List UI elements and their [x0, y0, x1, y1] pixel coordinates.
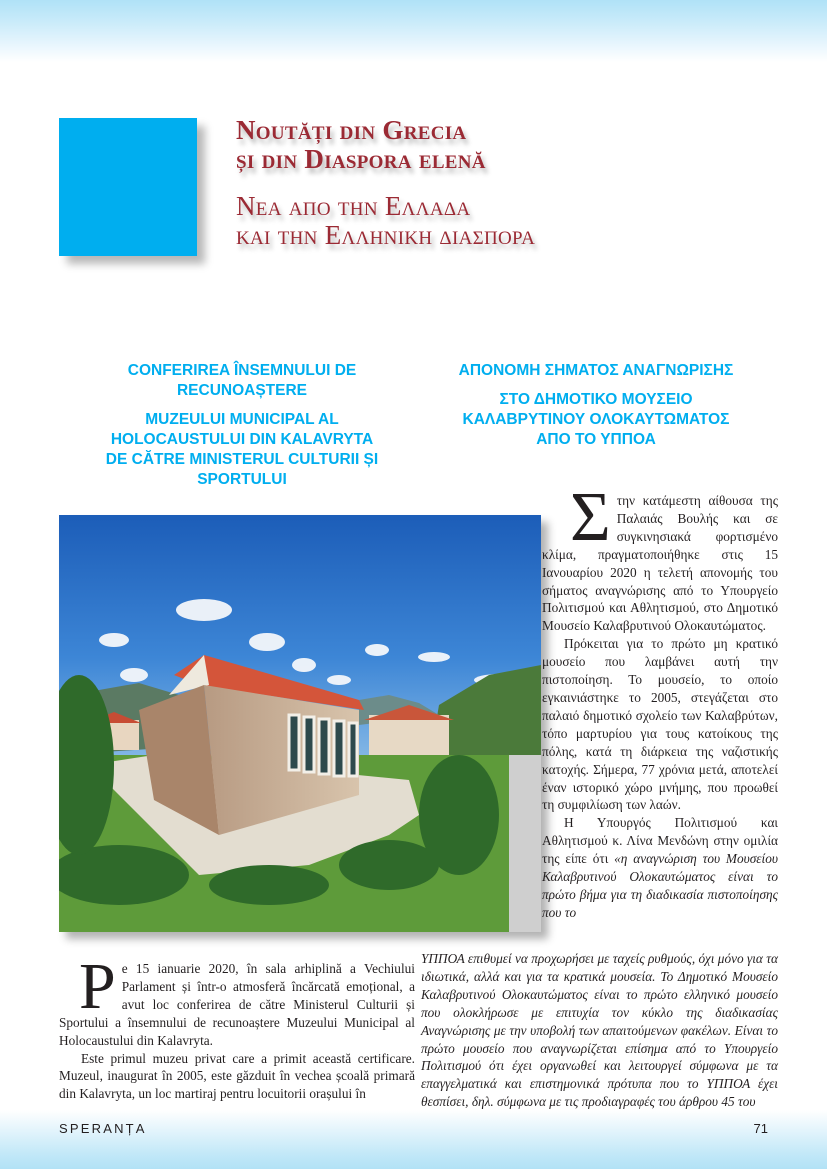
- section-title: [236, 116, 756, 250]
- article-greek-column: [542, 479, 778, 922]
- article-ro-paragraph-1: e 15 ianuarie 2020, în sala arhiplină a Vechiului Parlament și într-o atmosferă încărcată emoțional, a avut loc conferirea de către Ministerul Culturii și Sportului a însemnului de recunoaștere Muzeului Municipal al Holocaustului din Kalavryta.: [59, 961, 415, 1048]
- headline-ro-line: SPORTULUI: [197, 471, 287, 488]
- museum-photo: [59, 515, 541, 932]
- headline-ro-line: DE CĂTRE MINISTERUL CULTURII ȘI: [105, 451, 379, 468]
- article-gr-paragraph-3: [542, 814, 778, 921]
- article-ro-paragraph-2: Este primul muzeu privat care a primit această certificare. Muzeul, inaugurat în 2005, este găzduit în vechea școală primară din Kalavryta, un loc martiraj pentru locuitorii orașului în: [59, 1050, 415, 1102]
- article-gr-paragraph-1: την κατάμεστη αίθουσα της Παλαιάς Βουλής και σε συγκινησιακά φορτισμένο κλίμα, πραγματοποιήθηκε στις 15 Ιανουαρίου 2020 η τελετή απονομής του σήματος αναγνώρισης από το Υπουργείο Πολιτισμού και Αθλητισμού, στο Δημοτικό Μουσείο Καλαβρυτινού Ολοκαυτώματος.: [542, 493, 778, 634]
- headline-ro-line: RECUNOAȘTERE: [176, 382, 308, 399]
- article-gr-paragraph-3-start: Η Υπουργός Πολιτισμού και Αθλητισμού κ. Λίνα Μενδώνη στην ομιλία της είπε ότι: [542, 815, 778, 867]
- section-title-ro-line-2: și din Diaspora elenă: [236, 144, 486, 174]
- section-title-gr-line-2: και την Ελληνικη διασπορα: [236, 220, 536, 250]
- headline-gr-line: ΑΠΟΝΟΜΗ ΣΗΜΑΤΟΣ ΑΝΑΓΝΩΡΙΣΗΣ: [458, 362, 734, 379]
- headline-gr-line: ΣΤΟ ΔΗΜΟΤΙΚΟ ΜΟΥΣΕΙΟ: [499, 391, 693, 408]
- article-romanian-column: [59, 950, 415, 1103]
- headline-gr-line: ΚΑΛΑΒΡΥΤΙΝΟΥ ΟΛΟΚΑΥΤΩΜΑΤΟΣ: [462, 411, 730, 428]
- article-gr-paragraph-2: Πρόκειται για το πρώτο μη κρατικό μουσείο που λαμβάνει αυτή την πιστοποίηση. Το μουσείο, το οποίο εγκαινιάστηκε το 2005, στεγάζεται στο παλαιό δημοτικό σχολείο των Καλαβρύτων, τόπο μαρτυρίου για τους κατοίκους της πόλης, κατά τη διάρκεια της ναζιστικής κατοχής. Σήμερα, 77 χρόνια μετά, αποτελεί έναν ιστορικό χώρο μνήμης, που προωθεί τη συμφιλίωση των λαών.: [542, 636, 778, 813]
- section-title-greek: [236, 192, 756, 250]
- section-color-block: [59, 118, 197, 256]
- headline-ro-line: HOLOCAUSTULUI DIN KALAVRYTA: [110, 431, 374, 448]
- section-title-ro-line-1: Noutăți din Grecia: [236, 115, 467, 145]
- section-title-romanian: [236, 116, 756, 174]
- article-gr-quote: «η αναγνώριση του Μουσείου Καλαβρυτινού Ολοκαυτώματος είναι το πρώτο βήμα για τη διαδικασία πιστοποίησης που το: [542, 851, 778, 920]
- drop-cap-p: P: [79, 950, 116, 1023]
- drop-cap-sigma: Σ: [570, 479, 611, 556]
- article-gr-quote-continued: ΥΠΠΟΑ επιθυμεί να προχωρήσει με ταχείς ρυθμούς, όχι μόνο για τα ιδιωτικά, αλλά και για τα κρατικά μουσεία. Το Δημοτικό Μουσείο Καλαβρυτινού Ολοκαυτώματος είναι το πρώτο ελληνικό μουσείο που ολοκλήρωσε με επιτυχία τον κύκλο της διαδικασίας Αναγνώρισης με την υποβολή των απαιτούμενων φακέλων. Είναι το πρώτο μουσείο που αναγνωρίζεται επίσημα από το Υπουργείο Πολιτισμού ότι έχει οργανωθεί και λειτουργεί σύμφωνα με τα επαγγελματικά και επιστημονικά πρότυπα που το ΥΠΠΟΑ έχει θεσπίσει, δηλ. σύμφωνα με τις προδιαγραφές του άρθρου 45 του: [421, 951, 778, 1110]
- header-gradient-band: [0, 0, 827, 62]
- headline-romanian: [68, 361, 416, 490]
- article-greek-continuation: [421, 950, 778, 1111]
- headline-ro-line: MUZEULUI MUNICIPAL AL: [145, 411, 339, 428]
- section-title-gr-line-1: Νεα απο την Ελλαδα: [236, 191, 471, 221]
- page-number: 71: [753, 1121, 768, 1136]
- background-houses: [369, 715, 449, 755]
- headline-gr-line: ΑΠΟ ΤΟ ΥΠΠΟΑ: [536, 431, 656, 448]
- fence: [509, 755, 541, 932]
- headline-ro-line: CONFERIREA ÎNSEMNULUI DE: [127, 362, 357, 379]
- magazine-name: SPERANȚA: [59, 1121, 147, 1136]
- footer-gradient-band: [0, 1110, 827, 1169]
- headline-greek: [426, 361, 766, 450]
